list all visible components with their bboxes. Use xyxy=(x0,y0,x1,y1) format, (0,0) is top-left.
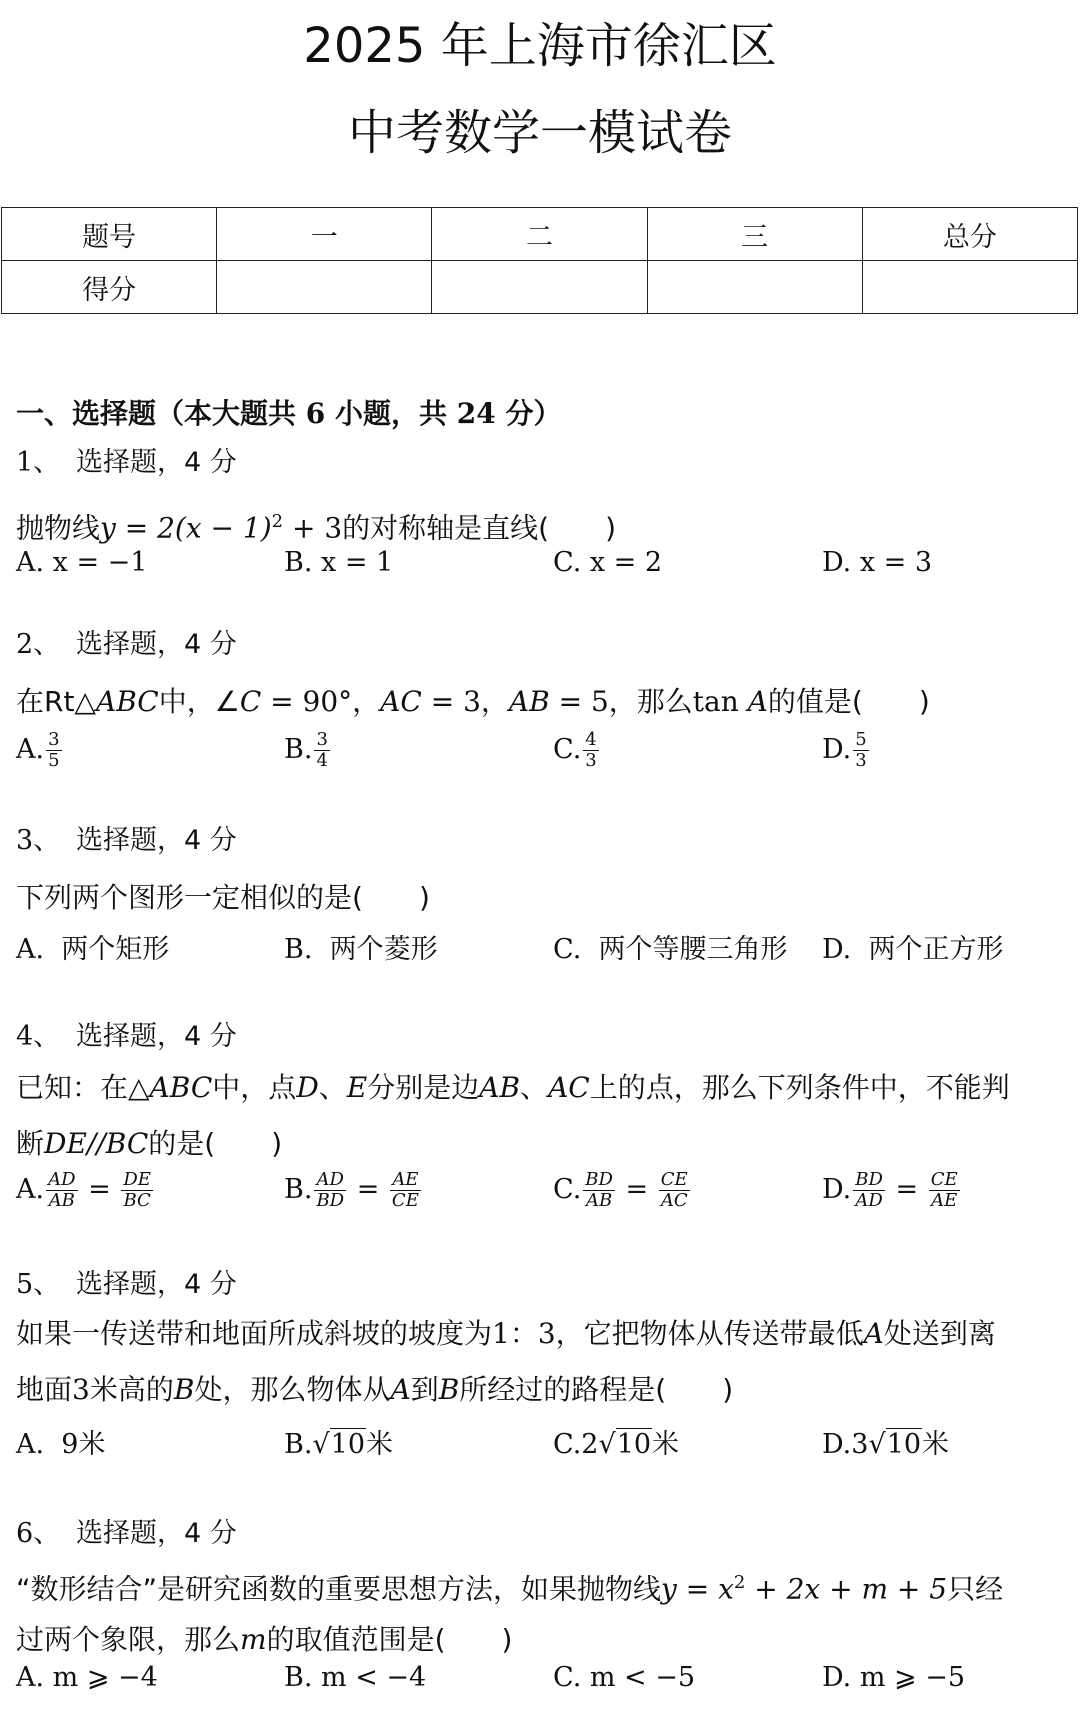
option-d[interactable] xyxy=(822,927,1003,966)
option-letter: C. xyxy=(553,1429,582,1460)
question-6-stem-line2 xyxy=(16,1612,1066,1668)
stem-math: m xyxy=(240,1623,267,1656)
fraction xyxy=(583,730,598,771)
option-b[interactable]: B. m < −4 xyxy=(284,1662,427,1693)
question-label: 选择题，4 分 xyxy=(76,825,237,856)
stem-text: ) xyxy=(722,1373,734,1406)
option-d[interactable]: D. m ⩾ −5 xyxy=(822,1662,966,1693)
option-letter: D. xyxy=(822,934,852,965)
denominator: AB xyxy=(586,1190,613,1211)
stem-text: 、 xyxy=(318,1071,347,1104)
stem-text: 的是( xyxy=(148,1127,216,1160)
option-c[interactable]: C. $\frac{BD}{AB}$ = $\frac{CE}{AC}$ xyxy=(553,1169,688,1211)
stem-text: 只经 xyxy=(947,1572,1004,1606)
numerator: BD xyxy=(585,1169,613,1190)
option-c[interactable]: C. x = 2 xyxy=(553,547,663,578)
option-text: 两个矩形 xyxy=(61,934,170,965)
stem-math: AC xyxy=(548,1071,590,1104)
denominator: 4 xyxy=(316,750,328,771)
stem-math: = 90°， xyxy=(261,685,381,718)
option-a[interactable]: A. x = −1 xyxy=(16,547,148,578)
stem-text: 处送到离 xyxy=(883,1317,996,1350)
question-5-options xyxy=(16,1422,1076,1462)
numerator: 3 xyxy=(316,729,328,750)
exam-title-line1: 2025 年上海市徐汇区 xyxy=(303,18,777,74)
stem-text: 如果一传送带和地面所成斜坡的坡度为 xyxy=(16,1317,493,1350)
option-b[interactable] xyxy=(284,927,438,966)
option-a[interactable]: A. m ⩾ −4 xyxy=(16,1662,158,1693)
numerator: AD xyxy=(316,1169,344,1190)
stem-text: ) xyxy=(501,1623,513,1656)
option-b[interactable] xyxy=(284,1422,393,1461)
stem-math: B xyxy=(438,1373,460,1406)
stem-math: ABC xyxy=(95,685,159,718)
score-cell-part3: 三 xyxy=(647,208,862,261)
square-root: √10 xyxy=(312,1429,366,1460)
stem-text: ) xyxy=(418,881,430,914)
option-letter: B. xyxy=(284,734,313,765)
stem-text: 的对称轴是直线( xyxy=(342,511,550,545)
score-cell-score-label: 得分 xyxy=(2,261,217,314)
stem-math: E xyxy=(346,1071,368,1104)
section-suffix: 分） xyxy=(495,397,562,430)
score-table xyxy=(1,207,1078,314)
section-middle: 小题，共 xyxy=(325,397,457,430)
stem-math: ABC xyxy=(149,1071,213,1104)
question-2-options xyxy=(16,730,1076,784)
question-2-stem xyxy=(16,674,1066,730)
fraction xyxy=(853,730,868,771)
question-4-stem-line1 xyxy=(16,1060,1066,1116)
stem-text: 抛物线 xyxy=(16,511,101,545)
stem-math: = 5，那么tan xyxy=(549,685,748,718)
stem-math: 1：3 xyxy=(492,1317,556,1350)
stem-math: A xyxy=(390,1373,411,1406)
fraction xyxy=(853,1170,885,1211)
stem-text: 分别是边 xyxy=(367,1071,480,1104)
option-text: 两个等腰三角形 xyxy=(598,934,788,965)
question-2-header xyxy=(16,622,237,661)
stem-exponent: 2 xyxy=(271,511,284,532)
stem-text: 断 xyxy=(16,1127,45,1160)
question-3-header xyxy=(16,818,237,857)
stem-text: ，它把物体从传送带最低 xyxy=(555,1317,864,1350)
stem-text: ) xyxy=(918,685,930,718)
option-unit: 米 xyxy=(366,1429,394,1460)
question-label: 选择题，4 分 xyxy=(76,1021,237,1052)
radicand: 10 xyxy=(330,1429,366,1460)
option-unit: 米 xyxy=(78,1429,106,1460)
stem-text: ) xyxy=(605,511,617,545)
option-text: 两个菱形 xyxy=(329,934,438,965)
option-c[interactable] xyxy=(553,927,787,966)
stem-text: 的取值范围是( xyxy=(266,1623,446,1656)
question-5-stem-line2 xyxy=(16,1362,1066,1418)
numerator: BD xyxy=(855,1169,883,1190)
question-number: 1、 xyxy=(16,447,61,478)
question-4-options xyxy=(16,1170,1076,1226)
option-a[interactable] xyxy=(16,927,169,966)
stem-text: 下列两个图形一定相似的是( xyxy=(16,881,363,914)
numerator: CE xyxy=(660,1169,688,1190)
score-cell-empty xyxy=(862,261,1077,314)
option-unit: 米 xyxy=(922,1429,950,1460)
option-b[interactable]: B. x = 1 xyxy=(284,547,394,578)
denominator: 3 xyxy=(585,750,597,771)
question-number: 6、 xyxy=(16,1518,61,1549)
option-d[interactable] xyxy=(822,1422,949,1461)
question-number: 3、 xyxy=(16,825,61,856)
exam-title-line2: 中考数学一模试卷 xyxy=(347,105,732,161)
score-cell-empty xyxy=(217,261,432,314)
stem-math: D xyxy=(296,1071,319,1104)
option-c[interactable] xyxy=(553,1422,679,1461)
question-3-options xyxy=(16,927,1076,967)
stem-math: A xyxy=(747,685,768,718)
option-letter: A. xyxy=(16,734,45,765)
question-number: 4、 xyxy=(16,1021,61,1052)
option-c[interactable]: C. m < −5 xyxy=(553,1662,696,1693)
stem-math: y = 2(x − 1) xyxy=(100,511,272,545)
denominator: AC xyxy=(660,1190,688,1211)
question-number: 2、 xyxy=(16,629,61,660)
numerator: DE xyxy=(123,1169,151,1190)
section-prefix: 一、选择题（本大题共 xyxy=(16,397,306,430)
stem-text: 到 xyxy=(410,1373,439,1406)
stem-math: AB xyxy=(479,1071,521,1104)
question-4-header xyxy=(16,1014,237,1053)
fraction xyxy=(929,1170,960,1211)
score-cell-part2: 二 xyxy=(432,208,647,261)
question-label: 选择题，4 分 xyxy=(76,447,237,478)
question-label: 选择题，4 分 xyxy=(76,1518,237,1549)
stem-math: C xyxy=(239,685,262,718)
question-6-options xyxy=(16,1662,1076,1702)
denominator: 5 xyxy=(48,750,60,771)
option-letter: D. xyxy=(822,1174,852,1205)
question-label: 选择题，4 分 xyxy=(76,1269,237,1300)
denominator: AD xyxy=(855,1190,883,1211)
question-5-stem-line1 xyxy=(16,1306,1066,1362)
denominator: AB xyxy=(48,1190,75,1211)
stem-math: = 3， xyxy=(421,685,509,718)
stem-text: ) xyxy=(271,1127,283,1160)
stem-math: + 2x + m + 5 xyxy=(745,1572,948,1606)
question-label: 选择题，4 分 xyxy=(76,629,237,660)
fraction xyxy=(46,730,61,771)
denominator: AE xyxy=(931,1190,958,1211)
stem-text: 上的点，那么下列条件中，不能判 xyxy=(589,1071,1010,1104)
stem-math: + 3 xyxy=(283,511,343,545)
stem-math: AB xyxy=(508,685,550,718)
option-coefficient: 2 xyxy=(581,1429,599,1460)
section-heading xyxy=(16,392,561,432)
option-d[interactable]: D. $\frac{BD}{AD}$ = $\frac{CE}{AE}$ xyxy=(822,1169,958,1211)
stem-text: 、 xyxy=(520,1071,549,1104)
radicand: 10 xyxy=(886,1429,922,1460)
stem-text: 的值是( xyxy=(767,685,863,718)
question-1-options xyxy=(16,547,1076,587)
stem-math: B xyxy=(173,1373,195,1406)
option-letter: C. xyxy=(553,734,582,765)
fraction xyxy=(121,1170,153,1211)
numerator: 4 xyxy=(585,729,597,750)
question-6-stem-line1 xyxy=(16,1555,1066,1617)
fraction xyxy=(583,1170,615,1211)
radicand: 10 xyxy=(616,1429,652,1460)
fraction xyxy=(390,1170,421,1211)
question-6-header xyxy=(16,1511,237,1550)
option-a[interactable]: A. $\frac{AD}{AB}$ = $\frac{DE}{BC}$ xyxy=(16,1169,151,1211)
option-a[interactable] xyxy=(16,730,64,771)
option-value: 9 xyxy=(61,1429,79,1460)
square-root: √10 xyxy=(598,1429,652,1460)
option-letter: D. xyxy=(822,1429,852,1460)
denominator: BD xyxy=(316,1190,345,1211)
stem-exponent: 2 xyxy=(733,1572,746,1593)
option-letter: A. xyxy=(16,1174,45,1205)
numerator: CE xyxy=(930,1169,958,1190)
fraction xyxy=(314,1170,346,1211)
score-cell-total: 总分 xyxy=(862,208,1077,261)
denominator: 3 xyxy=(855,750,867,771)
stem-math: 3 xyxy=(72,1373,90,1406)
stem-math: DE//BC xyxy=(44,1127,149,1160)
score-table-score-row xyxy=(2,261,1078,314)
option-letter: B. xyxy=(284,934,313,965)
stem-math: A xyxy=(863,1317,884,1350)
option-letter: A. xyxy=(16,934,45,965)
fraction xyxy=(659,1170,690,1211)
stem-text: 过两个象限，那么 xyxy=(16,1623,241,1656)
numerator: AD xyxy=(48,1169,76,1190)
question-4-stem-line2 xyxy=(16,1116,1066,1172)
stem-text: 所经过的路程是( xyxy=(459,1373,667,1406)
stem-text: 在Rt△ xyxy=(16,685,96,718)
fraction xyxy=(46,1170,77,1211)
score-cell-empty xyxy=(432,261,647,314)
option-letter: C. xyxy=(553,1174,582,1205)
score-cell-part1: 一 xyxy=(217,208,432,261)
option-letter: B. xyxy=(284,1429,313,1460)
stem-text: 已知：在△ xyxy=(16,1071,150,1104)
stem-text: 处，那么物体从 xyxy=(194,1373,391,1406)
stem-text: “数形结合”是研究函数的重要思想方法，如果抛物线 xyxy=(16,1572,662,1606)
score-cell-empty xyxy=(647,261,862,314)
denominator: BC xyxy=(123,1190,151,1211)
stem-text: 中，∠ xyxy=(158,685,240,718)
option-unit: 米 xyxy=(652,1429,680,1460)
option-letter: B. xyxy=(284,1174,313,1205)
option-b[interactable]: B. $\frac{AD}{BD}$ = $\frac{AE}{CE}$ xyxy=(284,1169,419,1211)
option-letter: D. xyxy=(822,734,852,765)
option-a[interactable] xyxy=(16,1422,105,1461)
question-3-stem xyxy=(16,870,1066,926)
stem-text: 地面 xyxy=(16,1373,73,1406)
stem-math: AC xyxy=(380,685,422,718)
option-letter: A. xyxy=(16,1429,45,1460)
denominator: CE xyxy=(391,1190,419,1211)
option-c[interactable] xyxy=(553,730,601,771)
numerator: AE xyxy=(392,1169,419,1190)
section-count: 6 xyxy=(305,397,326,430)
option-letter: C. xyxy=(553,934,582,965)
option-text: 两个正方形 xyxy=(868,934,1004,965)
fraction xyxy=(314,730,329,771)
option-d[interactable] xyxy=(822,730,871,771)
option-coefficient: 3 xyxy=(851,1429,869,1460)
square-root: √10 xyxy=(868,1429,922,1460)
option-b[interactable] xyxy=(284,730,332,771)
numerator: 3 xyxy=(48,729,60,750)
stem-math: y = x xyxy=(661,1572,734,1606)
score-cell-label: 题号 xyxy=(2,208,217,261)
question-number: 5、 xyxy=(16,1269,61,1300)
section-points: 24 xyxy=(456,397,496,430)
numerator: 5 xyxy=(855,729,867,750)
question-5-header xyxy=(16,1262,237,1301)
option-d[interactable]: D. x = 3 xyxy=(822,547,933,578)
stem-text: 中，点 xyxy=(212,1071,297,1104)
stem-text: 米高的 xyxy=(89,1373,174,1406)
question-1-header xyxy=(16,440,237,479)
score-table-header-row xyxy=(2,208,1078,261)
